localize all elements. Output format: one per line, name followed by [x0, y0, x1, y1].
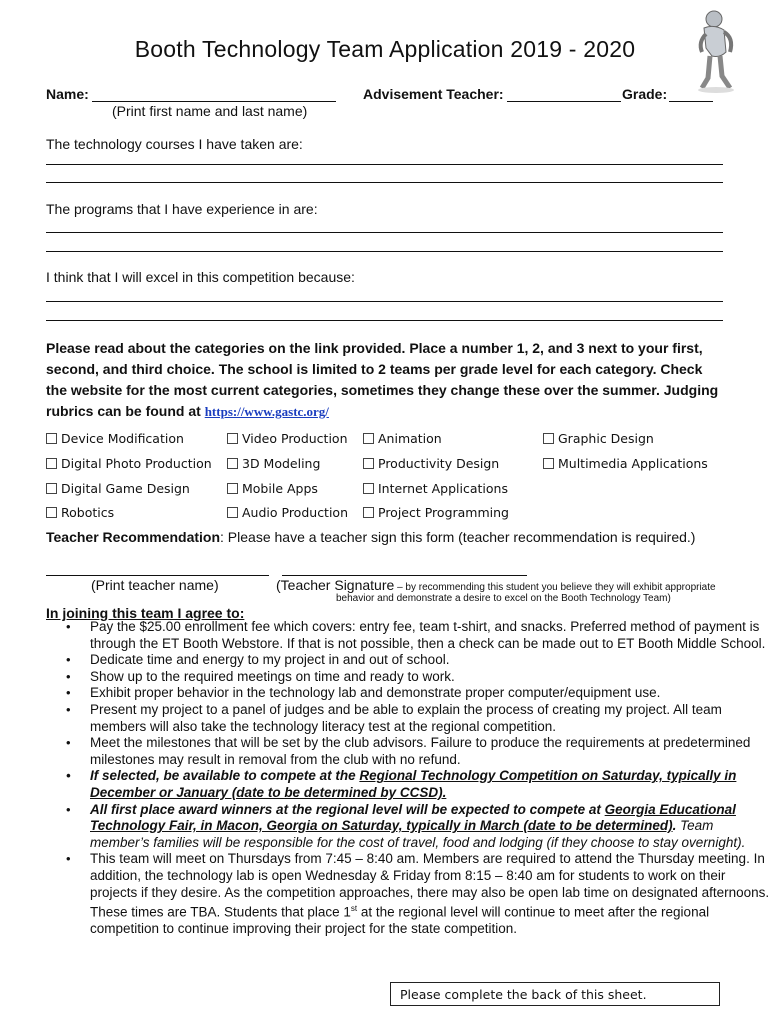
teacher-recommendation-label: Teacher Recommendation — [46, 529, 221, 545]
category-option[interactable] — [227, 456, 320, 471]
state-text: All first place award winners at the regional level will be expected to compete at — [90, 801, 605, 817]
name-field[interactable] — [92, 101, 336, 102]
back-of-sheet-note: Please complete the back of this sheet. — [390, 982, 720, 1006]
category-label: Internet Applications — [378, 481, 508, 496]
teacher-signature-field[interactable] — [282, 575, 527, 576]
instructions-text: Please read about the categories on the link provided. Place a number 1, 2, and 3 next to your first, second, and third choice. The school is limited to 2 teams per grade level for each category. Check the website for the most current categories, sometimes they change these over the summer. Judging rubrics can be found at — [46, 340, 719, 419]
category-option[interactable] — [227, 481, 318, 496]
checkbox[interactable] — [543, 458, 554, 469]
programs-answer-line[interactable] — [46, 232, 723, 233]
category-label: Digital Photo Production — [61, 456, 212, 471]
category-label: Device Modification — [61, 431, 184, 446]
teacher-name-field[interactable] — [46, 575, 269, 576]
checkbox[interactable] — [363, 483, 374, 494]
checkbox[interactable] — [363, 458, 374, 469]
agreement-list — [46, 619, 770, 938]
category-option[interactable] — [363, 481, 508, 496]
category-label: 3D Modeling — [242, 456, 321, 471]
excel-answer-line[interactable] — [46, 320, 723, 321]
category-label: Robotics — [61, 505, 115, 520]
category-label: Multimedia Applications — [558, 456, 708, 471]
regional-competition-text: Regional Technology Competition on Saturday, typically in December or January (date to be determined by CCSD). — [90, 768, 737, 800]
checkbox[interactable] — [363, 507, 374, 518]
gastc-link[interactable]: https://www.gastc.org/ — [204, 404, 329, 419]
category-label: Digital Game Design — [61, 481, 190, 496]
grade-field[interactable] — [669, 101, 713, 102]
teacher-recommendation — [46, 529, 695, 545]
checkbox[interactable] — [227, 433, 238, 444]
agreement-heading: In joining this team I agree to: — [46, 605, 245, 621]
list-item — [90, 851, 770, 937]
category-label: Mobile Apps — [242, 481, 318, 496]
list-item: • Present my project to a panel of judges and be able to explain the process of creating my project. All team members will also take the technology literacy test at the regional competition. — [90, 702, 770, 735]
advisement-teacher-field[interactable] — [507, 101, 621, 102]
category-label: Project Programming — [378, 505, 509, 520]
meeting-text-end: at the regional level will continue to meet after the regional competition to continue improving their project for the state competition. — [90, 904, 710, 937]
courses-answer-line[interactable] — [46, 164, 723, 165]
robot-figure-logo — [690, 8, 740, 94]
state-period: . — [672, 818, 677, 834]
page-title: Booth Technology Team Application 2019 - 2020 — [134, 36, 636, 62]
checkbox[interactable] — [227, 458, 238, 469]
category-option[interactable] — [46, 505, 114, 520]
list-item: • Exhibit proper behavior in the technology lab and demonstrate proper computer/equipment use. — [90, 685, 770, 702]
category-option[interactable] — [363, 456, 499, 471]
category-option[interactable] — [363, 505, 509, 520]
category-option[interactable] — [543, 431, 654, 446]
category-label: Video Production — [242, 431, 348, 446]
name-label: Name: — [46, 86, 89, 102]
state-fair-text: Georgia Educational Technology Fair, in Macon, Georgia on Saturday, typically in March (date to be determined) — [90, 801, 736, 834]
instructions-paragraph — [46, 338, 726, 422]
list-item: • Dedicate time and energy to my project in and out of school. — [90, 652, 770, 669]
category-option[interactable] — [363, 431, 442, 446]
checkbox[interactable] — [543, 433, 554, 444]
checkbox[interactable] — [46, 507, 57, 518]
superscript-st: st — [350, 904, 358, 914]
travel-cost-text: Team member’s families will be responsible for the cost of travel, food and lodging (if they choose to stay overnight). — [90, 818, 746, 850]
grade-label: Grade: — [622, 86, 668, 102]
print-teacher-name-label: (Print teacher name) — [91, 577, 219, 593]
category-label: Audio Production — [242, 505, 349, 520]
category-option[interactable] — [543, 456, 708, 471]
list-item: • Pay the $25.00 enrollment fee which covers: entry fee, team t-shirt, and snacks. Preferred method of payment is through the ET Booth Webstore. If that is not possible, then a check can be made out to ET Booth Middle School. — [90, 619, 770, 652]
excel-question: I think that I will excel in this competition because: — [46, 269, 355, 285]
checkbox[interactable] — [46, 458, 57, 469]
category-label: Graphic Design — [558, 431, 654, 446]
advisement-teacher-label: Advisement Teacher: — [363, 86, 504, 102]
teacher-signature-label: (Teacher Signature — [276, 577, 395, 593]
list-item: • Show up to the required meetings on time and ready to work. — [90, 669, 770, 686]
category-option[interactable] — [46, 456, 212, 471]
checkbox[interactable] — [46, 433, 57, 444]
category-label: Productivity Design — [378, 456, 500, 471]
regional-text: If selected, be available to compete at the — [90, 768, 360, 784]
checkbox[interactable] — [227, 483, 238, 494]
signature-note-line2: behavior and demonstrate a desire to excel on the Booth Technology Team) — [336, 593, 671, 604]
checkbox[interactable] — [227, 507, 238, 518]
category-option[interactable] — [46, 431, 184, 446]
list-item — [90, 768, 770, 801]
excel-answer-line[interactable] — [46, 301, 723, 302]
category-option[interactable] — [46, 481, 190, 496]
courses-answer-line[interactable] — [46, 182, 723, 183]
checkbox[interactable] — [363, 433, 374, 444]
list-item: • Meet the milestones that will be set by the club advisors. Failure to produce the requirements at predetermined milestones may result in removal from the club with no refund. — [90, 735, 770, 768]
signature-note: – by recommending this student you believe they will exhibit appropriate — [394, 582, 716, 593]
programs-question: The programs that I have experience in are: — [46, 201, 318, 217]
category-option[interactable] — [227, 431, 348, 446]
list-item — [90, 802, 770, 852]
courses-question: The technology courses I have taken are: — [46, 136, 303, 152]
category-label: Animation — [378, 431, 442, 446]
category-option[interactable] — [227, 505, 348, 520]
teacher-recommendation-text: : Please have a teacher sign this form (teacher recommendation is required.) — [220, 529, 696, 545]
checkbox[interactable] — [46, 483, 57, 494]
meeting-text: This team will meet on Thursdays from 7:45 – 8:40 am. Members are required to attend the Thursday meeting. In addition, the technology lab is open Wednesday & Friday from 8:15 – 8:40 am for students to work on their projects if they desire. As the competition approaches, there may also be open lab time on designated afternoons. These times are TBA. Students that place 1 — [90, 851, 770, 920]
programs-answer-line[interactable] — [46, 251, 723, 252]
print-name-note: (Print first name and last name) — [112, 103, 308, 119]
